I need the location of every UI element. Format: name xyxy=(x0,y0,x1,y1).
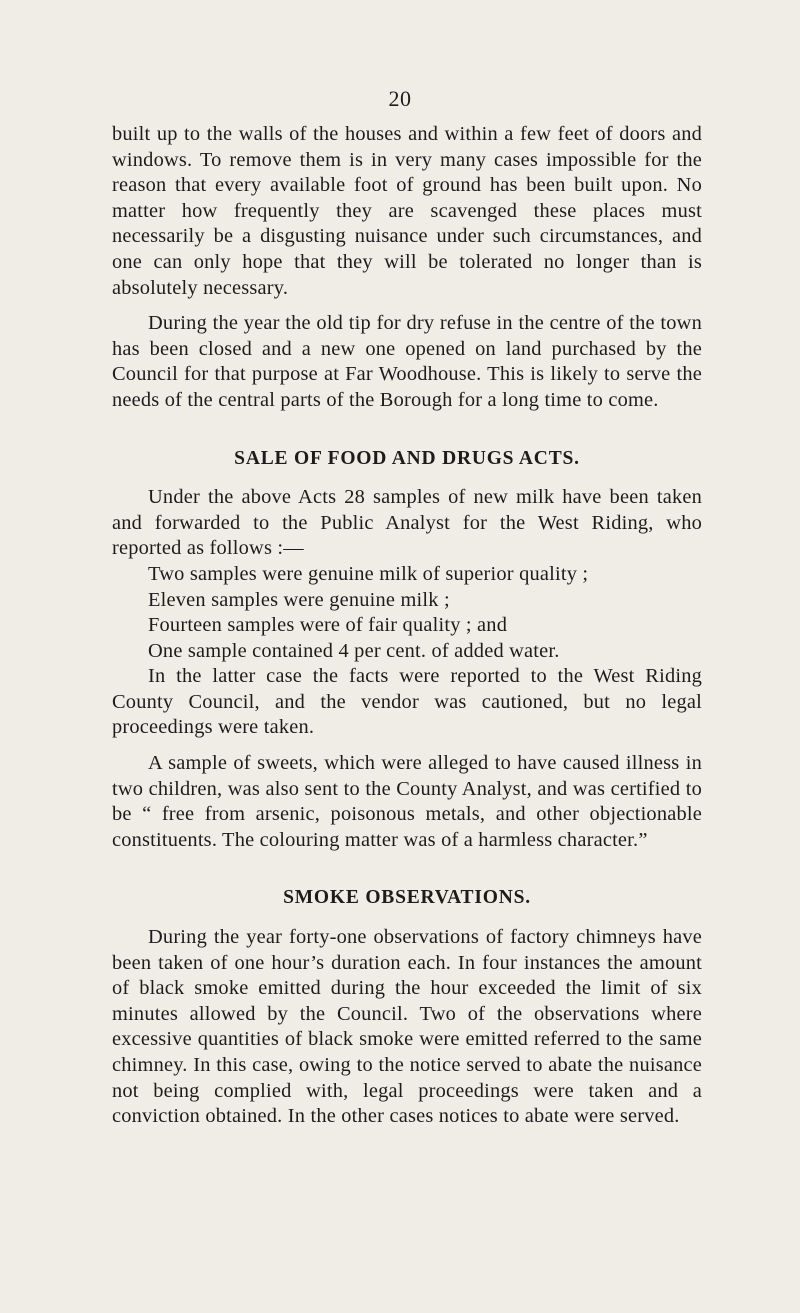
analysis-results-list xyxy=(112,562,702,664)
paragraph-smoke-observations: During the year forty-one observations of factory chimneys have been taken of one hour’s duration each. In four instances the amount of black smoke emitted during the hour exceeded the limit of six minutes allowed by the Council. Two of the observations where excessive quantities of black smoke were emitted referred to the same chimney. In this case, owing to the notice served to abate the nuisance not being complied with, legal proceedings were taken and a conviction obtained. In the other cases notices to abate were served. xyxy=(112,926,702,1128)
body-text xyxy=(112,122,702,1130)
list-item: Eleven samples were genuine milk ; xyxy=(148,588,450,611)
paragraph-latter-case: In the latter case the facts were reported to the West Riding County Council, and the vendor was cautioned, but no legal proceedings were taken. xyxy=(112,665,702,739)
list-item: One sample contained 4 per cent. of added water. xyxy=(148,639,560,662)
section-heading-food-drugs: SALE OF FOOD AND DRUGS ACTS. xyxy=(234,447,580,469)
paragraph-refuse-tip: During the year the old tip for dry refuse in the centre of the town has been closed and a new one opened on land purchased by the Council for that purpose at Far Woodhouse. This is likely to serve the needs of the central parts of the Borough for a long time to come. xyxy=(112,312,702,411)
page-number: 20 xyxy=(388,86,412,111)
paragraph-milk-samples: Under the above Acts 28 samples of new milk have been taken and forwarded to the Public Analyst for the West Riding, who reported as follows :— xyxy=(112,486,702,560)
section-heading-smoke: SMOKE OBSERVATIONS. xyxy=(283,887,531,909)
paragraph-continuation: built up to the walls of the houses and within a few feet of doors and windows. To remove them is in very many cases impossible for the reason that every available foot of ground has been built upon. No matter how frequently they are scavenged these places must necessarily be a disgusting nuisance under such circumstances, and one can only hope that they will be tolerated no longer than is absolutely necessary. xyxy=(112,123,702,299)
paragraph-sweets-sample: A sample of sweets, which were alleged to have caused illness in two children, was also sent to the County Analyst, and was certified to be “ free from arsenic, poisonous metals, and other objectionable constituents. The colouring matter was of a harmless character.” xyxy=(112,752,702,851)
list-item: Fourteen samples were of fair quality ; and xyxy=(148,614,508,637)
list-item: Two samples were genuine milk of superior quality ; xyxy=(148,562,589,585)
